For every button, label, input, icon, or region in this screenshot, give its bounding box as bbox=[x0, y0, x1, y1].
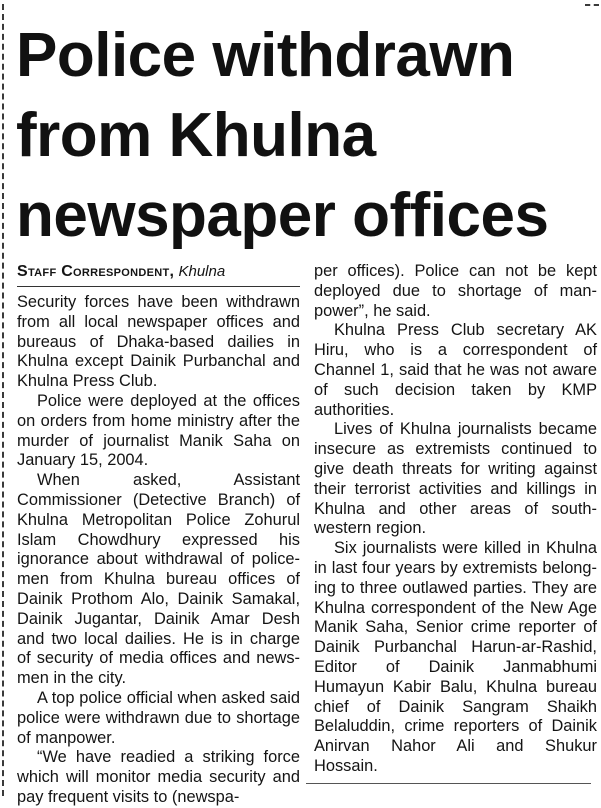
byline bbox=[17, 262, 300, 287]
headline-line-1: Police withdrawn bbox=[16, 21, 515, 90]
paragraph: Six journalists were killed in Khulna in last four years by extremists belong-ing to three outlawed parties. They are Khulna correspondent of the New Age Manik Saha, Senior crime reporter of Dainik Purbanchal Harun-ar-Rashid, Editor of Dainik Janmabhumi Humayun Kabir Balu, Khulna bureau chief of Dainik Sangram Shaikh Belaluddin, crime reporters of Dainik Anirvan Nahor Ali and Shukur Hossain. bbox=[314, 539, 597, 775]
byline-staff: Staff Correspondent, bbox=[17, 263, 175, 280]
headline-line-3: newspaper offices bbox=[16, 181, 549, 250]
right-column bbox=[314, 262, 597, 777]
paragraph: Khulna Press Club secretary AK Hiru, who is a correspondent of Channel 1, said that he was not aware of such decision taken by KMP authorities. bbox=[314, 321, 597, 419]
paragraph: Police were deployed at the offices on orders from home ministry after the murder of journalist Manik Saha on January 15, 2004. bbox=[17, 391, 300, 470]
left-column bbox=[17, 258, 300, 808]
byline-place: Khulna bbox=[178, 263, 226, 280]
paragraph: A top police official when asked said police were withdrawn due to shortage of manpower. bbox=[17, 688, 300, 747]
bottom-rule bbox=[306, 783, 591, 784]
headline-line-2: from Khulna bbox=[16, 101, 376, 170]
left-dashed-border bbox=[2, 4, 4, 796]
paragraph: Security forces have been withdrawn from all local newspaper offices and bureaus of Dhaka-based dailies in Khulna except Dainik Purbanchal and Khulna Press Club. bbox=[17, 293, 300, 391]
paragraph: When asked, Assistant Commissioner (Detective Branch) of Khulna Metropolitan Police Zohurul Islam Chowdhury expressed his ignorance about withdrawal of police-men from Khulna bureau offices of Dainik Prothom Alo, Dainik Samakal, Dainik Jugantar, Dainik Amar Desh and two local dailies. He is in charge of security of media offices and news-men in the city. bbox=[17, 471, 300, 688]
paragraph-continued: per offices). Police can not be kept deployed due to shortage of man-power”, he said. bbox=[314, 262, 597, 320]
top-dashed-border bbox=[585, 4, 599, 6]
headline bbox=[16, 16, 601, 256]
paragraph: “We have readied a striking force which will monitor media security and pay frequent visits to (newspa- bbox=[17, 748, 300, 806]
paragraph: Lives of Khulna journalists became insecure as extremists continued to give death threats for writing against their terrorist activities and killings in Khulna and other areas of south-western region. bbox=[314, 420, 597, 538]
